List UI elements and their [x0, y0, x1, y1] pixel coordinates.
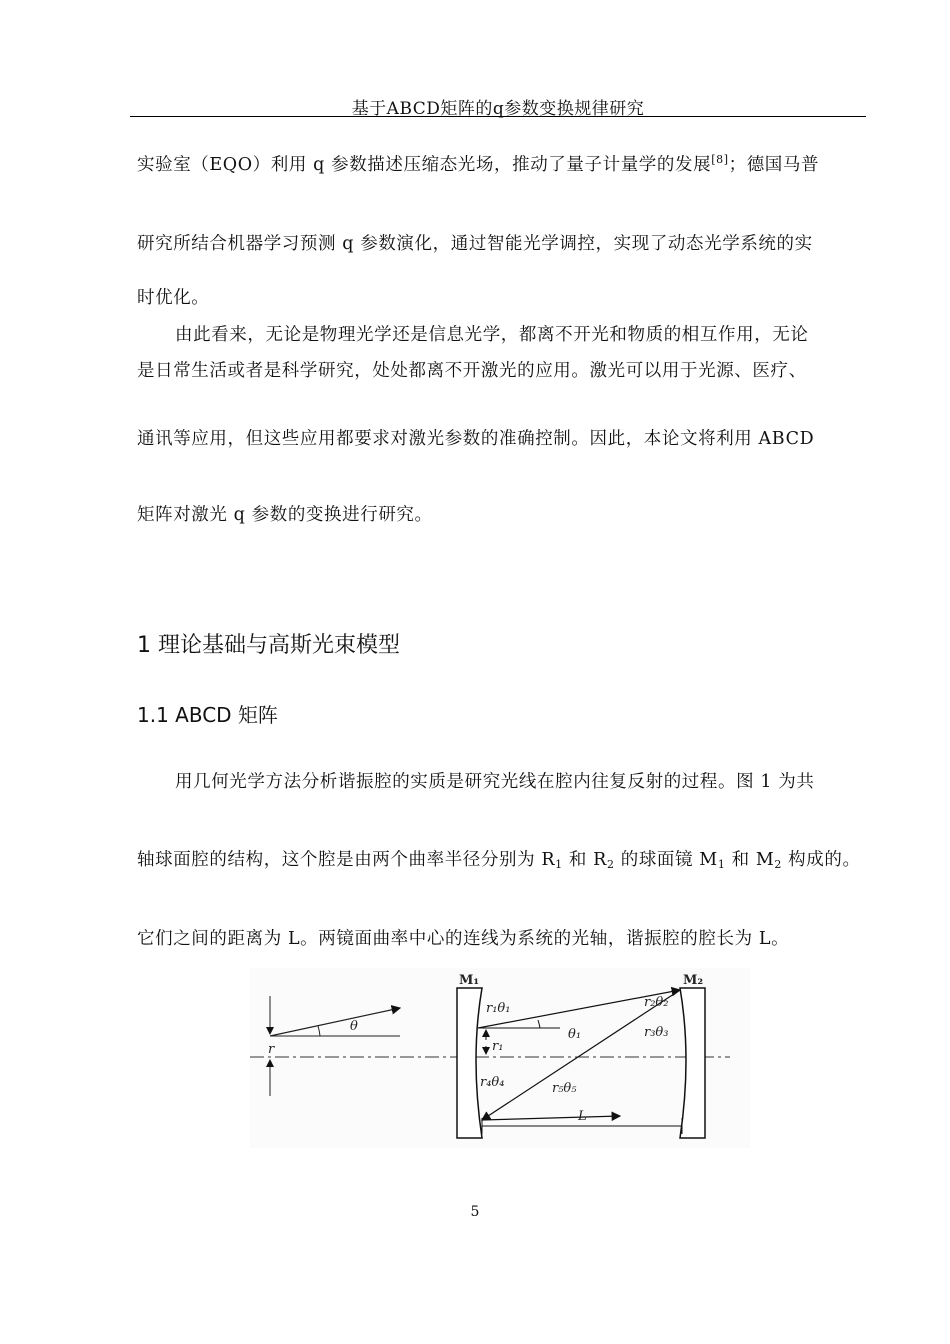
r1theta1-label: r₁θ₁ — [486, 1001, 511, 1016]
text-span: 和 R — [562, 850, 607, 870]
text-span: 和 M — [725, 850, 775, 870]
r4theta4-label: r₄θ₄ — [480, 1075, 505, 1090]
r1-label: r₁ — [492, 1039, 504, 1054]
paragraph-line: 矩阵对激光 q 参数的变换进行研究。 — [137, 505, 433, 525]
r-label: r — [268, 1042, 275, 1057]
paragraph-line: 时优化。 — [137, 288, 210, 308]
text-span: ；德国马普 — [728, 155, 820, 175]
m1-label: M₁ — [459, 973, 480, 988]
subscript: 1 — [555, 858, 563, 871]
figure-background — [250, 968, 750, 1148]
text-span: 的球面镜 M — [614, 850, 718, 870]
paragraph-line: 通讯等应用，但这些应用都要求对激光参数的准确控制。因此，本论文将利用 ABCD — [137, 429, 815, 449]
r3theta3-label: r₃θ₃ — [644, 1025, 669, 1040]
theta-label: θ — [350, 1019, 358, 1034]
theta1-label: θ₁ — [568, 1027, 582, 1042]
section-heading: 1 理论基础与高斯光束模型 — [137, 633, 400, 658]
r2theta2-label: r₂θ₂ — [644, 995, 669, 1010]
l-label: L — [578, 1109, 587, 1124]
m2-label: M₂ — [683, 973, 704, 988]
subscript: 1 — [717, 858, 726, 871]
paragraph-line: 它们之间的距离为 L。两镜面曲率中心的连线为系统的光轴，谐振腔的腔长为 L。 — [137, 929, 790, 949]
paragraph-line — [137, 846, 861, 871]
r5theta5-label: r₅θ₅ — [552, 1081, 577, 1096]
subsection-heading: 1.1 ABCD 矩阵 — [137, 703, 278, 727]
paragraph-line — [137, 151, 819, 176]
subscript: 2 — [774, 858, 782, 871]
paragraph-line: 由此看来，无论是物理光学还是信息光学，都离不开光和物质的相互作用，无论 — [175, 325, 809, 345]
text-span: 实验室（EQO）利用 q 参数描述压缩态光场，推动了量子计量学的发展 — [137, 155, 712, 175]
resonator-figure — [250, 968, 750, 1148]
citation-ref[interactable]: [8] — [711, 153, 729, 166]
header-rule — [130, 116, 866, 117]
paragraph-line: 研究所结合机器学习预测 q 参数演化，通过智能光学调控，实现了动态光学系统的实 — [137, 234, 813, 254]
paragraph-line: 是日常生活或者是科学研究，处处都离不开激光的应用。激光可以用于光源、医疗、 — [137, 361, 807, 381]
text-span: 构成的。 — [781, 850, 861, 870]
subscript: 2 — [606, 858, 615, 871]
page-number: 5 — [470, 1204, 480, 1220]
text-span: 轴球面腔的结构，这个腔是由两个曲率半径分别为 R — [137, 850, 556, 870]
page-header-title: 基于ABCD矩阵的q参数变换规律研究 — [351, 99, 645, 119]
paragraph-line: 用几何光学方法分析谐振腔的实质是研究光线在腔内往复反射的过程。图 1 为共 — [175, 772, 815, 792]
